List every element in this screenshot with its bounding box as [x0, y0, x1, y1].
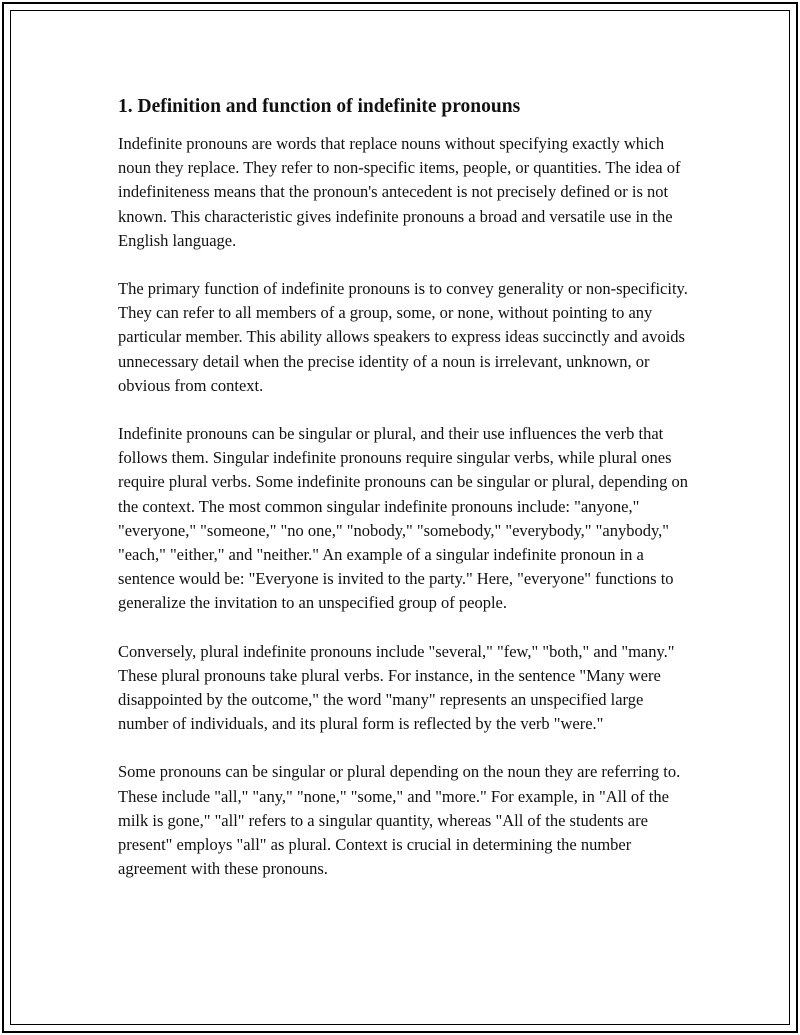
paragraph-function: The primary function of indefinite pronouns is to convey generality or non-specificity. They can refer to all members of a group, some, or none, without pointing to any particular member. This ability allows speakers to express ideas succinctly and avoids unnecessary detail when the precise identity of a noun is irrelevant, unknown, or obvious from context.: [118, 279, 688, 395]
section-heading: 1. Definition and function of indefinite pronouns: [118, 96, 521, 117]
paragraph-definition: Indefinite pronouns are words that replace nouns without specifying exactly which noun they replace. They refer to non-specific items, people, or quantities. The idea of indefiniteness means that the pronoun's antecedent is not precisely defined or is not known. This characteristic gives indefinite pronouns a broad and versatile use in the English language.: [118, 134, 681, 250]
paragraph-plural: Conversely, plural indefinite pronouns include "several," "few," "both," and "many." These plural pronouns take plural verbs. For instance, in the sentence "Many were disappointed by the outcome," the word "many" represents an unspecified large number of individuals, and its plural form is reflected by the verb "were.": [118, 641, 675, 734]
paragraph-either: Some pronouns can be singular or plural depending on the noun they are referring to. These include "all," "any," "none," "some," and "more." For example, in "All of the milk is gone," "all" refers to a singular quantity, whereas "All of the students are present" employs "all" as plural. Context is crucial in determining the number agreement with these pronouns.: [118, 762, 681, 879]
document-body: [118, 93, 690, 905]
paragraph-singular: Indefinite pronouns can be singular or plural, and their use influences the verb that follows them. Singular indefinite pronouns require singular verbs, while plural ones require plural verbs. Some indefinite pronouns can be singular or plural, depending on the context. The most common singular indefinite pronouns include: "anyone," "everyone," "someone," "no one," "nobody," "somebody," "everybody," "anybody," "each," "either," and "neither." An example of a singular indefinite pronoun in a sentence would be: "Everyone is invited to the party." Here, "everyone" functions to generalize the invitation to an unspecified group of people.: [118, 424, 689, 613]
